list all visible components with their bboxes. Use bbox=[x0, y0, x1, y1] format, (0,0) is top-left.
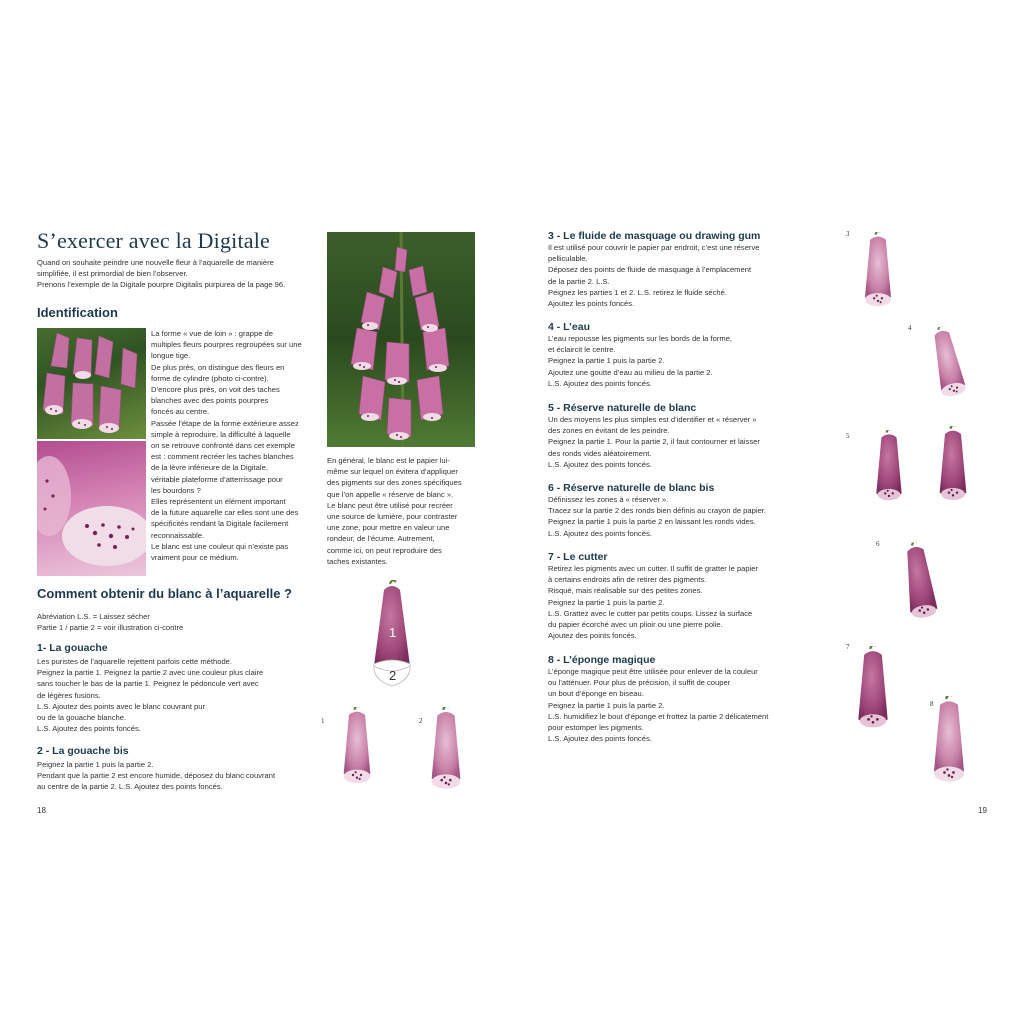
paragraph-line: L.S. humidifiez le bout d’éponge et frottez la partie 2 délicatement bbox=[548, 711, 769, 721]
paragraph-line: des pigments sur des zones spécifiques bbox=[327, 478, 462, 488]
paragraph-line: de légères fusions. bbox=[37, 690, 101, 700]
paragraph-line: comme ici, on peut reproduire des bbox=[327, 545, 442, 555]
section-4-text bbox=[548, 333, 732, 389]
white-section-heading: Comment obtenir du blanc à l’aquarelle ? bbox=[37, 586, 292, 601]
section-6-text bbox=[548, 494, 766, 539]
paragraph-line: Risqué, mais réalisable sur des petites zones. bbox=[548, 586, 703, 596]
illustration-2-label: 2 bbox=[419, 717, 423, 725]
paragraph-line: La forme « vue de loin » : grappe de bbox=[151, 329, 274, 338]
section-6-heading: 6 - Réserve naturelle de blanc bis bbox=[548, 482, 715, 494]
illustration-6-label: 6 bbox=[876, 540, 880, 548]
paragraph-line: longue tige. bbox=[151, 351, 191, 361]
paragraph-line: à certains endroits afin de retirer des pigments. bbox=[548, 575, 707, 585]
paragraph-line: ou de la gouache blanche. bbox=[37, 713, 127, 723]
paragraph-line: L.S. Ajoutez des points foncés. bbox=[37, 724, 141, 734]
section-3 bbox=[548, 230, 760, 309]
paragraph-line: Ajoutez des points foncés. bbox=[548, 631, 637, 641]
paragraph-line: Elles représentent un élément important bbox=[151, 497, 286, 507]
section-6 bbox=[548, 482, 766, 539]
section-5-text bbox=[548, 414, 760, 470]
paragraph-line: Les puristes de l’aquarelle rejettent parfois cette méthode. bbox=[37, 657, 233, 666]
paragraph-line: Définissez les zones à « réserver ». bbox=[548, 495, 669, 504]
paragraph-line: taches existantes. bbox=[327, 556, 388, 566]
paragraph-line: Le blanc peut être utilisé pour recréer bbox=[327, 500, 453, 510]
paragraph-line: L’éponge magique peut être utilisée pour enlever de la couleur bbox=[548, 667, 758, 676]
section-2-heading: 2 - La gouache bis bbox=[37, 745, 129, 757]
section-1-heading: 1- La gouache bbox=[37, 642, 108, 654]
watercolor-flower-6 bbox=[894, 542, 946, 629]
watercolor-flower-1 bbox=[337, 707, 377, 792]
intro-text bbox=[37, 257, 322, 291]
paragraph-line: Déposez des points de fluide de masquage à l’emplacement bbox=[548, 265, 752, 275]
paragraph-line: Peignez la partie 1 puis la partie 2 en laissant les ronds vides. bbox=[548, 517, 756, 527]
paragraph-line: que l’on appelle « réserve de blanc ». bbox=[327, 489, 454, 499]
intro-line: Prenons l’exemple de la Digitale pourpre Digitalis purpurea de la page 96. bbox=[37, 280, 286, 290]
paragraph-line: des ronds vides aléatoirement. bbox=[548, 448, 652, 458]
paragraph-line: du papier écorché avec un plioir ou une pierre polie. bbox=[548, 620, 723, 630]
section-1-text bbox=[37, 656, 263, 734]
paragraph-line: Peignez la partie 1 puis la partie 2. bbox=[548, 356, 665, 366]
paragraph-line: Peignez la partie 1. Peignez la partie 2 avec une couleur plus claire bbox=[37, 668, 264, 678]
intro-line: simplifiée, il est primordial de bien l’observer. bbox=[37, 269, 188, 279]
watercolor-flower-2 bbox=[424, 707, 468, 798]
section-3-text bbox=[548, 242, 760, 309]
paragraph-line: L.S. Ajoutez des points foncés. bbox=[548, 378, 652, 388]
paragraph-line: de la lèvre inférieure de la Digitale, bbox=[151, 463, 268, 473]
paragraph-line: L.S. Ajoutez des points foncés. bbox=[548, 459, 652, 469]
identification-text bbox=[151, 328, 321, 563]
paragraph-line: Abréviation L.S. = Laissez sécher bbox=[37, 612, 150, 621]
paragraph-line: au centre de la partie 2. L.S. Ajoutez des points foncés. bbox=[37, 782, 223, 792]
paragraph-line: Un des moyens les plus simples est d’identifier et « réserver » bbox=[548, 415, 757, 424]
watercolor-flower-5a bbox=[866, 430, 912, 511]
watercolor-flower-4 bbox=[924, 326, 972, 405]
watercolor-flower-3 bbox=[856, 232, 900, 315]
paragraph-line: De plus près, on distingue des fleurs en bbox=[151, 362, 285, 372]
foxglove-closeup-photo bbox=[37, 441, 146, 576]
paragraph-line: simple à reproduire, la difficulté à laquelle bbox=[151, 429, 291, 439]
section-7-heading: 7 - Le cutter bbox=[548, 551, 608, 563]
identification-heading: Identification bbox=[37, 305, 118, 320]
paragraph-line: pour estomper les pigments. bbox=[548, 723, 644, 733]
illustration-5-label: 5 bbox=[846, 432, 850, 440]
part-1-label: 1 bbox=[389, 625, 397, 640]
paragraph-line: Peignez les parties 1 et 2. L.S. retirez le fluide séché. bbox=[548, 287, 727, 297]
paragraph-line: multiples fleurs pourpres regroupées sur une bbox=[151, 340, 302, 350]
paragraph-line: forme de cylindre (photo ci-contre). bbox=[151, 373, 269, 383]
paragraph-line: une source de lumière, pour contraster bbox=[327, 512, 458, 522]
paragraph-line: L.S. Ajoutez des points avec le blanc couvrant pur bbox=[37, 701, 206, 711]
section-4-heading: 4 - L’eau bbox=[548, 321, 591, 333]
paragraph-line: Retirez les pigments avec un cutter. Il suffit de gratter le papier bbox=[548, 564, 759, 573]
paragraph-line: Tracez sur la partie 2 des ronds bien définis au crayon de papier. bbox=[548, 506, 766, 516]
paragraph-line: spécificités rendant la Digitale facilement bbox=[151, 519, 289, 529]
paragraph-line: est : comment recréer les taches blanches bbox=[151, 452, 294, 462]
foxglove-spike-photo bbox=[327, 232, 475, 447]
section-5 bbox=[548, 402, 760, 470]
intro-line: Quand on souhaite peindre une nouvelle fleur à l’aquarelle de manière bbox=[37, 258, 274, 267]
illustration-1-label: 1 bbox=[321, 717, 325, 725]
page-number-right: 19 bbox=[978, 806, 987, 815]
paragraph-line: blanches avec des points pourpres bbox=[151, 396, 269, 406]
paragraph-line: Peignez la partie 1 puis la partie 2. bbox=[548, 597, 665, 607]
section-8-heading: 8 - L’éponge magique bbox=[548, 654, 656, 666]
paragraph-line: Passée l’étape de la forme extérieure assez bbox=[151, 418, 299, 428]
paragraph-line: même sur lequel on évitera d’appliquer bbox=[327, 467, 458, 477]
foxglove-cluster-photo bbox=[37, 328, 146, 439]
section-5-heading: 5 - Réserve naturelle de blanc bbox=[548, 402, 697, 414]
paragraph-line: L.S. Grattez avec le cutter par petits coups. Lissez la surface bbox=[548, 608, 753, 618]
paragraph-line: et éclaircit le centre. bbox=[548, 345, 616, 355]
illustration-7-label: 7 bbox=[846, 643, 850, 651]
section-7 bbox=[548, 551, 758, 641]
illustration-3-label: 3 bbox=[846, 230, 850, 238]
page-number-left: 18 bbox=[37, 806, 46, 815]
section-2-text bbox=[37, 759, 275, 793]
paragraph-line: sans toucher le bas de la partie 1. Peignez le pédoncule vert avec bbox=[37, 679, 259, 689]
paragraph-line: Peignez la partie 1 puis la partie 2. bbox=[548, 700, 665, 710]
section-4 bbox=[548, 321, 732, 389]
paragraph-line: de la partie 2. L.S. bbox=[548, 276, 610, 286]
watercolor-flower-5b bbox=[930, 426, 976, 511]
illustration-4-label: 4 bbox=[908, 324, 912, 332]
paragraph-line: vraiment pour ce médium. bbox=[151, 553, 239, 563]
watercolor-flower-8 bbox=[926, 696, 972, 791]
paragraph-line: foncés au centre. bbox=[151, 407, 210, 417]
section-7-text bbox=[548, 563, 758, 641]
white-explanation-text bbox=[327, 455, 477, 567]
paragraph-line: on se retrouve confronté dans cet exemple bbox=[151, 441, 295, 451]
section-8-text bbox=[548, 666, 768, 744]
paragraph-line: Ajoutez une goutte d’eau au milieu de la partie 2. bbox=[548, 367, 713, 377]
section-8 bbox=[548, 654, 768, 744]
paragraph-line: L.S. Ajoutez des points foncés. bbox=[548, 734, 652, 744]
paragraph-line: Ajoutez les points foncés. bbox=[548, 299, 635, 309]
paragraph-line: reconnaissable. bbox=[151, 530, 205, 540]
paragraph-line: les bourdons ? bbox=[151, 485, 201, 495]
illustration-8-label: 8 bbox=[930, 700, 934, 708]
paragraph-line: Il est utilisé pour couvrir le papier par endroit, c’est une réserve bbox=[548, 243, 760, 252]
paragraph-line: véritable plateforme d’atterrissage pour bbox=[151, 474, 283, 484]
paragraph-line: L’eau repousse les pigments sur les bords de la forme, bbox=[548, 334, 733, 343]
paragraph-line: En général, le blanc est le papier lui- bbox=[327, 456, 450, 465]
paragraph-line: de la future aquarelle car elles sont une des bbox=[151, 508, 299, 518]
section-3-heading: 3 - Le fluide de masquage ou drawing gum bbox=[548, 230, 761, 242]
paragraph-line: des zones en évitant de les peindre. bbox=[548, 426, 670, 436]
paragraph-line: D’encore plus près, on voit des taches bbox=[151, 385, 280, 395]
abbreviation-text bbox=[37, 611, 183, 633]
paragraph-line: Pendant que la partie 2 est encore humide, déposez du blanc couvrant bbox=[37, 771, 276, 781]
paragraph-line: ou l’atténuer. Pour plus de précision, il suffit de couper bbox=[548, 678, 731, 688]
part-2-label: 2 bbox=[389, 668, 397, 683]
paragraph-line: pelliculable. bbox=[548, 254, 588, 264]
paragraph-line: Peignez la partie 1. Pour la partie 2, il faut contourner et laisser bbox=[548, 437, 760, 447]
paragraph-line: rondeur, de l’écume. Autrement, bbox=[327, 534, 435, 544]
paragraph-line: un bout d’éponge en biseau. bbox=[548, 689, 644, 699]
paragraph-line: Partie 1 / partie 2 = voir illustration ci-contre bbox=[37, 623, 184, 633]
paragraph-line: Le blanc est une couleur qui n’existe pas bbox=[151, 541, 289, 551]
paragraph-line: une zone, pour mettre en valeur une bbox=[327, 523, 450, 533]
paragraph-line: L.S. Ajoutez des points foncés. bbox=[548, 528, 652, 538]
page-title: S’exercer avec la Digitale bbox=[37, 228, 271, 253]
watercolor-flower-7 bbox=[850, 646, 896, 739]
paragraph-line: Peignez la partie 1 puis la partie 2. bbox=[37, 760, 154, 769]
